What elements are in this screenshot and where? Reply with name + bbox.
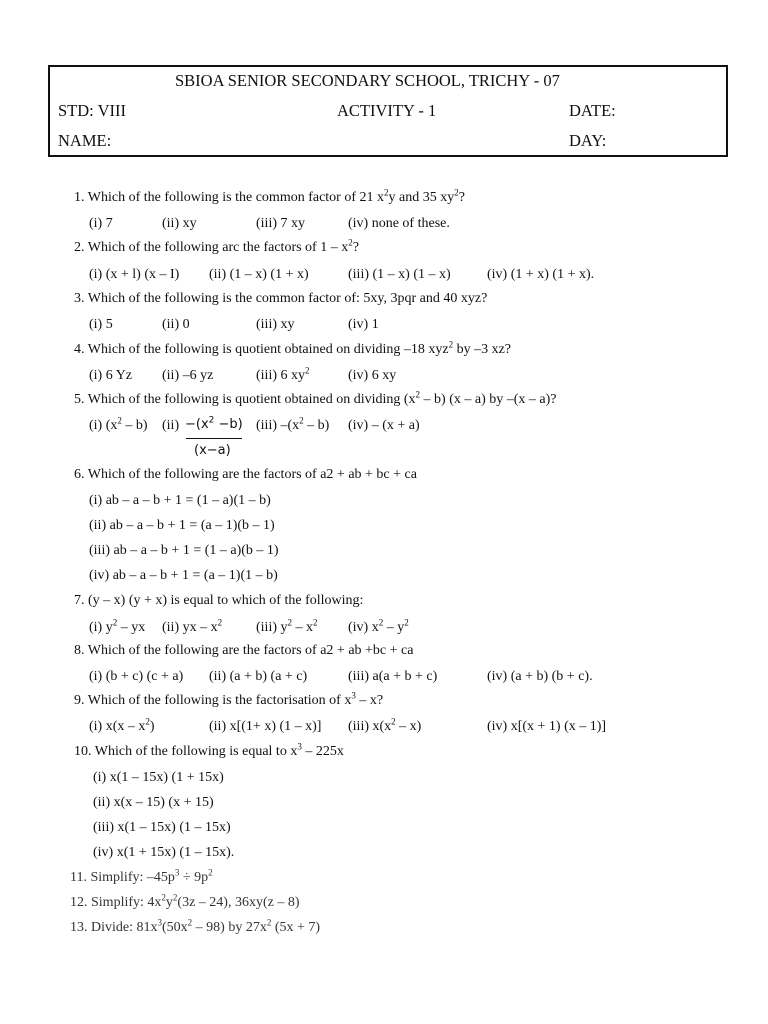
q5-fraction-denominator: (x−a) xyxy=(194,443,231,458)
q5-option-1: (i) $(x^2 - b)$ xyxy=(89,415,148,433)
question-3: 3. Which of the following is the common factor of: 5xy, 3pqr and 40 xyz? xyxy=(74,291,488,306)
q8-option-2: (ii) (a + b) (a + c) xyxy=(209,669,308,684)
question-2: 2. Which of the following arc the factors of $1 - x^2$? xyxy=(74,237,359,255)
q8-option-3: (iii) a(a + b + c) xyxy=(348,669,438,684)
q3-option-1: (i) 5 xyxy=(89,317,113,332)
question-5: 5. Which of the following is quotient obtained on dividing $(x^2 - b)$ (x – a) by –(x – a)? xyxy=(74,389,557,407)
question-1: 1. Which of the following is the common factor of 21 $x^2y$ and 35 $xy^2$? xyxy=(74,187,465,205)
q1-option-4: (iv) none of these. xyxy=(348,216,450,231)
q5-fraction-numerator: $-(x^2 -b)$ xyxy=(185,415,243,432)
q8-option-1: (i) (b + c) (c + a) xyxy=(89,669,184,684)
q10-option-4: (iv) x(1 + 15x) (1 – 15x). xyxy=(93,845,235,860)
q6-option-3: (iii) ab – a – b + 1 = (1 – a)(b – 1) xyxy=(89,543,279,558)
q1-option-3: (iii) 7 xy xyxy=(256,216,305,231)
activity-label: ACTIVITY - 1 xyxy=(337,101,437,120)
question-11: 11. Simplify: $-45p^3 \div 9p^2$ xyxy=(70,867,213,885)
q10-option-3: (iii) x(1 – 15x) (1 – 15x) xyxy=(93,820,231,835)
q2-option-3: (iii) (1 – x) (1 – x) xyxy=(348,267,451,282)
q10-option-1: (i) x(1 – 15x) (1 + 15x) xyxy=(93,770,224,785)
q5-option-4: (iv) – (x + a) xyxy=(348,418,420,433)
question-6: 6. Which of the following are the factors of a2 + ab + bc + ca xyxy=(74,467,417,482)
q6-option-2: (ii) ab – a – b + 1 = (a – 1)(b – 1) xyxy=(89,518,275,533)
q4-option-1: (i) 6 Yz xyxy=(89,368,133,383)
q2-option-2: (ii) (1 – x) (1 + x) xyxy=(209,267,309,282)
q3-option-2: (ii) 0 xyxy=(162,317,190,332)
q5-option-3: (iii) $-(x^2 - b)$ xyxy=(256,415,330,433)
q3-option-3: (iii) xy xyxy=(256,317,295,332)
q7-option-1: (i) $y^2$ – yx xyxy=(89,617,146,635)
name-label: NAME: xyxy=(58,131,112,150)
q4-option-2: (ii) –6 yz xyxy=(162,368,214,383)
question-9: 9. Which of the following is the factorisation of $x^3$ – x? xyxy=(74,690,384,708)
q7-option-4: (iv) $x^2 - y^2$ xyxy=(348,617,409,635)
q6-option-1: (i) ab – a – b + 1 = (1 – a)(1 – b) xyxy=(89,493,271,508)
std-label: STD: VIII xyxy=(58,101,126,120)
school-title: SBIOA SENIOR SECONDARY SCHOOL, TRICHY - 07 xyxy=(175,71,560,90)
question-10: 10. Which of the following is equal to $x^3 - 225x$ xyxy=(74,741,344,759)
date-label: DATE: xyxy=(569,101,616,120)
day-label: DAY: xyxy=(569,131,607,150)
q1-option-1: (i) 7 xyxy=(89,216,113,231)
question-13: 13. Divide: $81x^3(50x^2 - 98)$ by $27x^2$ (5x + 7) xyxy=(70,917,321,935)
question-8: 8. Which of the following are the factors of a2 + ab +bc + ca xyxy=(74,643,414,658)
question-7: 7. (y – x) (y + x) is equal to which of the following: xyxy=(74,593,364,608)
q5-fraction-bar xyxy=(186,438,242,439)
q9-option-3: (iii) $x(x^2 - x)$ xyxy=(348,716,422,734)
q6-option-4: (iv) ab – a – b + 1 = (a – 1)(1 – b) xyxy=(89,568,278,583)
q2-option-1: (i) (x + l) (x – I) xyxy=(89,267,180,282)
q7-option-2: (ii) yx – $x^2$ xyxy=(162,617,223,635)
q5-option-2-label: (ii) xyxy=(162,418,180,433)
q9-option-2: (ii) x[(1+ x) (1 – x)] xyxy=(209,719,322,734)
q4-option-3: (iii) 6 $xy^2$ xyxy=(256,365,310,383)
q10-option-2: (ii) x(x – 15) (x + 15) xyxy=(93,795,214,810)
q3-option-4: (iv) 1 xyxy=(348,317,379,332)
question-12: 12. Simplify: $4x^2y^2(3z - 24)$, 36xy(z – 8) xyxy=(70,892,300,910)
q4-option-4: (iv) 6 xy xyxy=(348,368,397,383)
q1-option-2: (ii) xy xyxy=(162,216,197,231)
q7-option-3: (iii) $y^2 - x^2$ xyxy=(256,617,318,635)
question-4: 4. Which of the following is quotient obtained on dividing –18 xyz$^2$ by –3 xz? xyxy=(74,339,512,357)
q2-option-4: (iv) (1 + x) (1 + x). xyxy=(487,267,595,282)
q9-option-1: (i) $x(x - x^2)$ xyxy=(89,716,155,734)
q9-option-4: (iv) x[(x + 1) (x – 1)] xyxy=(487,719,607,734)
q8-option-4: (iv) (a + b) (b + c). xyxy=(487,669,593,684)
